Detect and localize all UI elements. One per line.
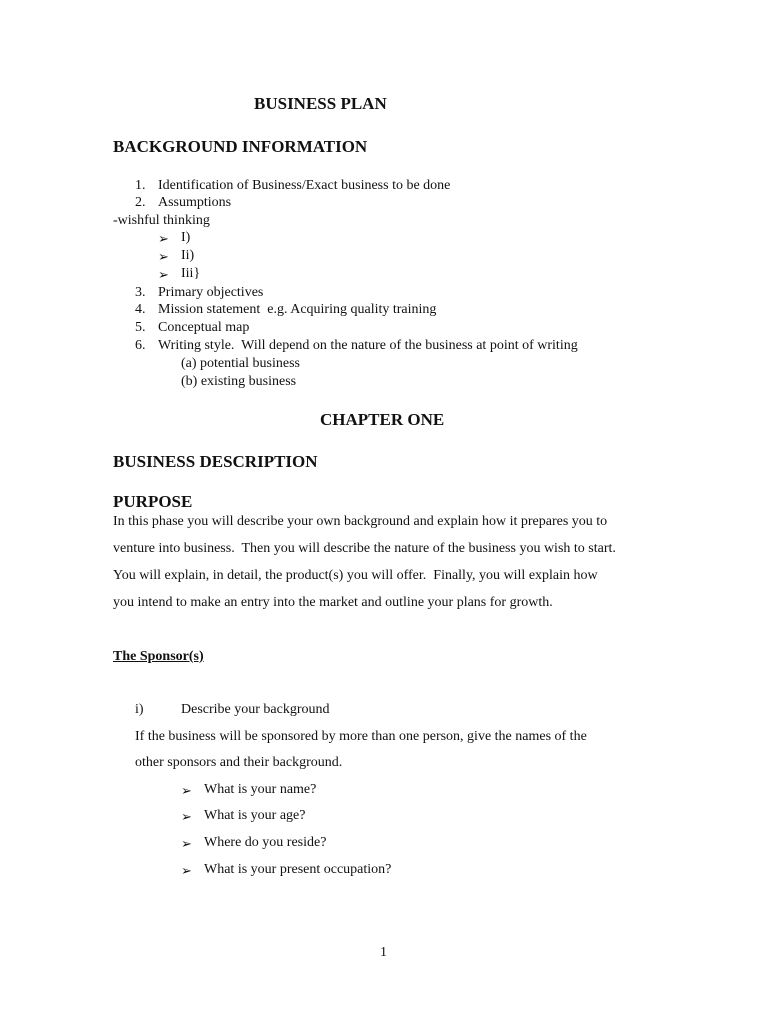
background-heading: BACKGROUND INFORMATION (113, 137, 368, 156)
question-item: Where do you reside? (204, 835, 327, 850)
paragraph-line: venture into business. Then you will describe the nature of the business you wish to start. (113, 541, 616, 556)
sub-bullet: Iii} (181, 266, 201, 281)
paragraph-line: In this phase you will describe your own background and explain how it prepares you to (113, 514, 608, 529)
sponsor-heading: The Sponsor(s) (113, 649, 204, 664)
paragraph-line: other sponsors and their background. (135, 755, 343, 770)
bullet-arrow-icon: ➢ (158, 231, 169, 246)
list-item: Primary objectives (158, 285, 264, 300)
question-item: What is your present occupation? (204, 862, 392, 877)
sponsor-item-number: i) (135, 702, 144, 717)
section-heading: BUSINESS DESCRIPTION (113, 452, 318, 471)
list-item: Identification of Business/Exact business to be done (158, 178, 451, 193)
list-item-number: 6. (135, 338, 146, 353)
sub-item: (b) existing business (181, 374, 297, 389)
list-item: Writing style. Will depend on the nature of the business at point of writing (158, 338, 578, 353)
question-item: What is your age? (204, 808, 306, 823)
list-item-number: 5. (135, 320, 146, 335)
purpose-heading: PURPOSE (113, 492, 193, 511)
list-item-number: 2. (135, 195, 146, 210)
bullet-arrow-icon: ➢ (181, 836, 192, 851)
list-item: Conceptual map (158, 320, 250, 335)
bullet-arrow-icon: ➢ (158, 249, 169, 264)
list-item: Assumptions (158, 195, 232, 210)
chapter-heading: CHAPTER ONE (320, 410, 445, 429)
sub-bullet: I) (181, 230, 191, 245)
list-item-number: 1. (135, 178, 146, 193)
list-item: Mission statement e.g. Acquiring quality training (158, 302, 437, 317)
sub-bullet: Ii) (181, 248, 195, 263)
bullet-arrow-icon: ➢ (181, 863, 192, 878)
list-item-number: 4. (135, 302, 146, 317)
list-item-number: 3. (135, 285, 146, 300)
paragraph-line: You will explain, in detail, the product(s) you will offer. Finally, you will explain how (113, 568, 598, 583)
sponsor-item: Describe your background (181, 702, 330, 717)
bullet-arrow-icon: ➢ (181, 809, 192, 824)
question-item: What is your name? (204, 782, 317, 797)
bullet-arrow-icon: ➢ (158, 267, 169, 282)
paragraph-line: If the business will be sponsored by more than one person, give the names of the (135, 729, 587, 744)
paragraph-line: you intend to make an entry into the market and outline your plans for growth. (113, 595, 553, 610)
bullet-arrow-icon: ➢ (181, 783, 192, 798)
document-title: BUSINESS PLAN (254, 94, 387, 113)
page-number: 1 (380, 945, 387, 960)
wishful-thinking-note: -wishful thinking (113, 213, 210, 228)
sub-item: (a) potential business (181, 356, 300, 371)
